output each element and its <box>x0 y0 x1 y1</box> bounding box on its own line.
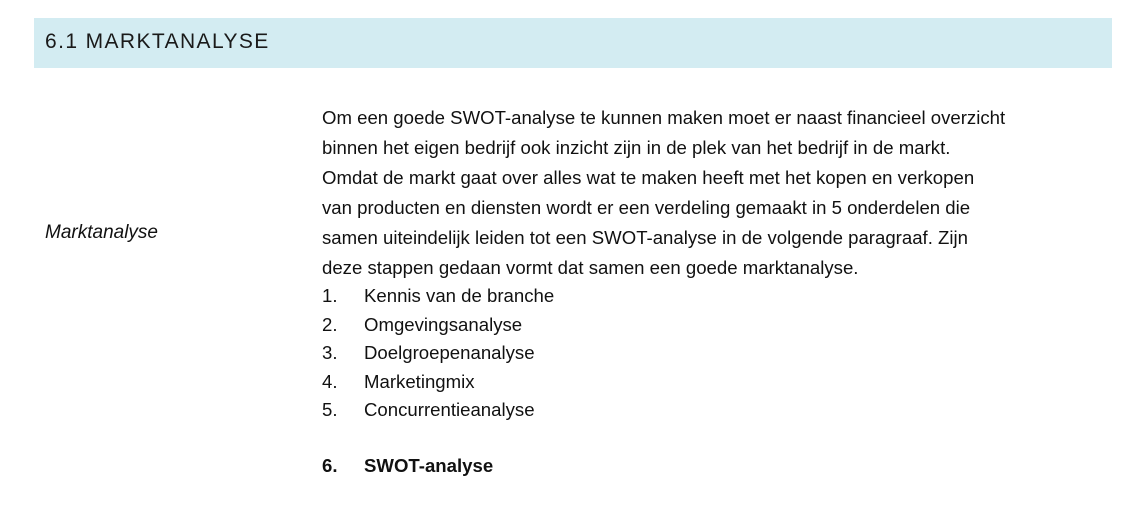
steps-list <box>322 282 554 425</box>
list-item <box>322 368 554 397</box>
list-item <box>322 396 554 425</box>
paragraph-line: deze stappen gedaan vormt dat samen een goede marktanalyse. <box>322 257 859 278</box>
final-step-label: SWOT-analyse <box>364 455 494 476</box>
list-item-label: Doelgroepenanalyse <box>364 342 535 363</box>
paragraph-line: binnen het eigen bedrijf ook inzicht zijn in de plek van het bedrijf in de markt. <box>322 137 951 158</box>
side-label: Marktanalyse <box>45 222 158 243</box>
list-item-label: Concurrentieanalyse <box>364 399 535 420</box>
intro-paragraph <box>322 103 1112 283</box>
final-step-number: 6. <box>322 455 338 476</box>
list-item-number: 4. <box>322 370 338 392</box>
list-item-label: Omgevingsanalyse <box>364 313 523 335</box>
section-heading: 6.1 MARKTANALYSE <box>45 30 270 53</box>
list-item <box>322 311 554 340</box>
list-item-number: 5. <box>322 399 338 420</box>
list-item <box>322 339 554 368</box>
list-item-number: 1. <box>322 285 338 306</box>
list-item-number: 3. <box>322 342 338 363</box>
paragraph-line: samen uiteindelijk leiden tot een SWOT-analyse in de volgende paragraaf. Zijn <box>322 227 968 248</box>
list-item-label: Kennis van de branche <box>364 285 555 306</box>
list-item-label: Marketingmix <box>364 370 475 392</box>
final-step <box>322 452 493 480</box>
list-item <box>322 282 554 311</box>
paragraph-line: Omdat de markt gaat over alles wat te maken heeft met het kopen en verkopen <box>322 167 975 188</box>
paragraph-line: Om een goede SWOT-analyse te kunnen maken moet er naast financieel overzicht <box>322 107 1006 128</box>
list-item-number: 2. <box>322 313 338 335</box>
paragraph-line: van producten en diensten wordt er een verdeling gemaakt in 5 onderdelen die <box>322 197 971 218</box>
section-heading-bar <box>34 18 1112 68</box>
